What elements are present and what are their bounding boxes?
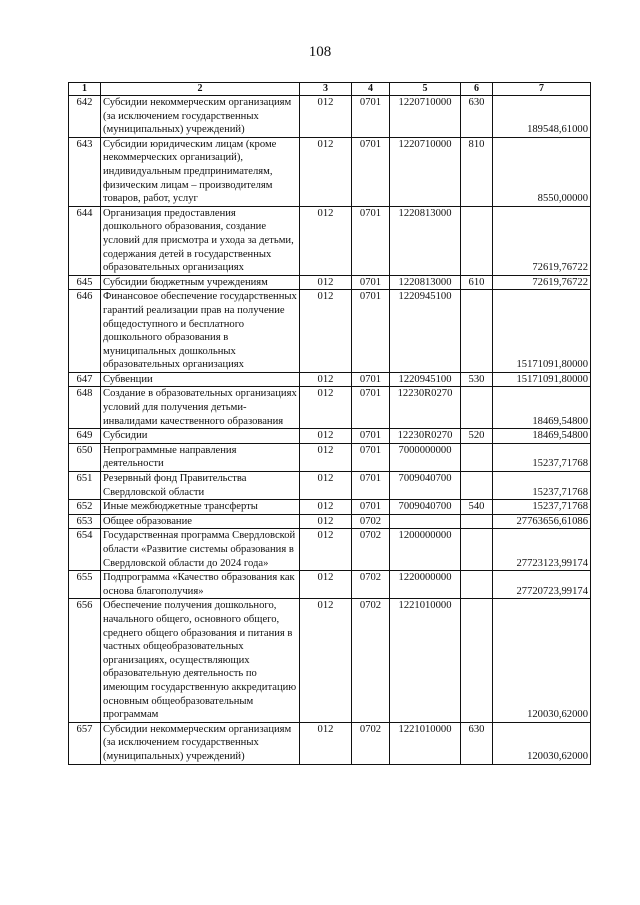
row-name: Подпрограмма «Качество образования как основа благополучия» xyxy=(101,571,300,599)
row-section-code: 0701 xyxy=(352,443,390,471)
row-department-code: 012 xyxy=(300,500,352,515)
row-amount: 189548,61000 xyxy=(493,96,591,138)
row-department-code: 012 xyxy=(300,275,352,290)
col-header-6: 6 xyxy=(461,83,493,96)
row-section-code: 0701 xyxy=(352,429,390,444)
row-number: 645 xyxy=(69,275,101,290)
row-name: Субсидии бюджетным учреждениям xyxy=(101,275,300,290)
row-section-code: 0701 xyxy=(352,387,390,429)
row-number: 647 xyxy=(69,372,101,387)
row-section-code: 0701 xyxy=(352,472,390,500)
row-name: Создание в образовательных организациях условий для получения детьми-инвалидами качественного образования xyxy=(101,387,300,429)
row-name: Государственная программа Свердловской области «Развитие системы образования в Свердловской области до 2024 года» xyxy=(101,529,300,571)
row-expense-type-code xyxy=(461,571,493,599)
row-target-item-code: 12230R0270 xyxy=(390,429,461,444)
table-row xyxy=(69,722,591,764)
row-number: 656 xyxy=(69,599,101,722)
table-row xyxy=(69,599,591,722)
row-amount: 15171091,80000 xyxy=(493,290,591,373)
budget-table xyxy=(68,82,591,765)
row-department-code: 012 xyxy=(300,206,352,275)
row-section-code: 0701 xyxy=(352,137,390,206)
row-department-code: 012 xyxy=(300,514,352,529)
row-amount: 27720723,99174 xyxy=(493,571,591,599)
table-row xyxy=(69,529,591,571)
row-expense-type-code xyxy=(461,514,493,529)
row-name: Субсидии некоммерческим организациям (за исключением государственных (муниципальных) учреждений) xyxy=(101,96,300,138)
row-department-code: 012 xyxy=(300,96,352,138)
row-target-item-code: 1221010000 xyxy=(390,599,461,722)
table-row xyxy=(69,500,591,515)
row-name: Резервный фонд Правительства Свердловской области xyxy=(101,472,300,500)
table-row xyxy=(69,275,591,290)
col-header-4: 4 xyxy=(352,83,390,96)
row-department-code: 012 xyxy=(300,372,352,387)
row-section-code: 0702 xyxy=(352,571,390,599)
row-name: Общее образование xyxy=(101,514,300,529)
row-name: Субсидии xyxy=(101,429,300,444)
col-header-7: 7 xyxy=(493,83,591,96)
row-number: 652 xyxy=(69,500,101,515)
col-header-2: 2 xyxy=(101,83,300,96)
row-name: Организация предоставления дошкольного образования, создание условий для присмотра и ухода за детьми, содержания детей в государственных образовательных организациях xyxy=(101,206,300,275)
row-number: 654 xyxy=(69,529,101,571)
row-number: 655 xyxy=(69,571,101,599)
row-amount: 27763656,61086 xyxy=(493,514,591,529)
row-target-item-code xyxy=(390,514,461,529)
row-expense-type-code xyxy=(461,529,493,571)
row-section-code: 0701 xyxy=(352,500,390,515)
row-expense-type-code: 610 xyxy=(461,275,493,290)
row-number: 651 xyxy=(69,472,101,500)
row-number: 644 xyxy=(69,206,101,275)
row-name: Обеспечение получения дошкольного, начального общего, основного общего, среднего общего образования и питания в частных общеобразовательных организациях, осуществляющих образовательную деятельность по имеющим государственную аккредитацию основным общеобразовательным программам xyxy=(101,599,300,722)
row-amount: 18469,54800 xyxy=(493,387,591,429)
row-target-item-code: 1220710000 xyxy=(390,96,461,138)
row-department-code: 012 xyxy=(300,290,352,373)
row-amount: 72619,76722 xyxy=(493,206,591,275)
page-number: 108 xyxy=(308,44,332,60)
row-section-code: 0701 xyxy=(352,96,390,138)
row-department-code: 012 xyxy=(300,529,352,571)
row-target-item-code: 1220945100 xyxy=(390,372,461,387)
row-expense-type-code xyxy=(461,290,493,373)
row-name: Финансовое обеспечение государственных гарантий реализации прав на получение общедоступного и бесплатного дошкольного образования в муниципальных дошкольных образовательных организациях xyxy=(101,290,300,373)
row-section-code: 0702 xyxy=(352,529,390,571)
table-row xyxy=(69,206,591,275)
row-expense-type-code xyxy=(461,206,493,275)
row-target-item-code: 1220945100 xyxy=(390,290,461,373)
row-number: 649 xyxy=(69,429,101,444)
row-section-code: 0701 xyxy=(352,372,390,387)
row-target-item-code: 1221010000 xyxy=(390,722,461,764)
row-number: 642 xyxy=(69,96,101,138)
row-expense-type-code xyxy=(461,472,493,500)
row-amount: 120030,62000 xyxy=(493,599,591,722)
row-number: 648 xyxy=(69,387,101,429)
row-section-code: 0701 xyxy=(352,290,390,373)
row-target-item-code: 1220710000 xyxy=(390,137,461,206)
row-department-code: 012 xyxy=(300,429,352,444)
row-amount: 27723123,99174 xyxy=(493,529,591,571)
row-expense-type-code xyxy=(461,443,493,471)
row-number: 650 xyxy=(69,443,101,471)
row-expense-type-code: 530 xyxy=(461,372,493,387)
table-row xyxy=(69,443,591,471)
row-section-code: 0701 xyxy=(352,206,390,275)
row-target-item-code: 1220000000 xyxy=(390,571,461,599)
row-name: Субвенции xyxy=(101,372,300,387)
row-amount: 15171091,80000 xyxy=(493,372,591,387)
row-amount: 18469,54800 xyxy=(493,429,591,444)
table-row xyxy=(69,96,591,138)
row-section-code: 0702 xyxy=(352,514,390,529)
row-target-item-code: 7000000000 xyxy=(390,443,461,471)
row-number: 657 xyxy=(69,722,101,764)
row-name: Субсидии некоммерческим организациям (за исключением государственных (муниципальных) учреждений) xyxy=(101,722,300,764)
row-amount: 15237,71768 xyxy=(493,500,591,515)
table-row xyxy=(69,514,591,529)
row-target-item-code: 1200000000 xyxy=(390,529,461,571)
row-expense-type-code: 810 xyxy=(461,137,493,206)
table-row xyxy=(69,137,591,206)
row-section-code: 0702 xyxy=(352,722,390,764)
row-target-item-code: 1220813000 xyxy=(390,206,461,275)
row-department-code: 012 xyxy=(300,599,352,722)
row-amount: 15237,71768 xyxy=(493,443,591,471)
table-header-row xyxy=(69,83,591,96)
row-target-item-code: 7009040700 xyxy=(390,500,461,515)
row-department-code: 012 xyxy=(300,137,352,206)
table-row xyxy=(69,571,591,599)
row-number: 653 xyxy=(69,514,101,529)
row-amount: 8550,00000 xyxy=(493,137,591,206)
row-name: Субсидии юридическим лицам (кроме некоммерческих организаций), индивидуальным предпринимателям, физическим лицам – производителям товаров, работ, услуг xyxy=(101,137,300,206)
row-target-item-code: 1220813000 xyxy=(390,275,461,290)
row-amount: 120030,62000 xyxy=(493,722,591,764)
row-department-code: 012 xyxy=(300,443,352,471)
row-section-code: 0701 xyxy=(352,275,390,290)
row-target-item-code: 7009040700 xyxy=(390,472,461,500)
col-header-1: 1 xyxy=(69,83,101,96)
row-expense-type-code: 630 xyxy=(461,96,493,138)
row-name: Иные межбюджетные трансферты xyxy=(101,500,300,515)
row-name: Непрограммные направления деятельности xyxy=(101,443,300,471)
row-expense-type-code xyxy=(461,599,493,722)
table-row xyxy=(69,372,591,387)
row-department-code: 012 xyxy=(300,722,352,764)
row-target-item-code: 12230R0270 xyxy=(390,387,461,429)
row-department-code: 012 xyxy=(300,387,352,429)
row-section-code: 0702 xyxy=(352,599,390,722)
row-expense-type-code xyxy=(461,387,493,429)
row-amount: 15237,71768 xyxy=(493,472,591,500)
table-row xyxy=(69,290,591,373)
table-row xyxy=(69,472,591,500)
table-row xyxy=(69,429,591,444)
row-expense-type-code: 520 xyxy=(461,429,493,444)
row-department-code: 012 xyxy=(300,472,352,500)
row-expense-type-code: 630 xyxy=(461,722,493,764)
row-expense-type-code: 540 xyxy=(461,500,493,515)
row-department-code: 012 xyxy=(300,571,352,599)
col-header-3: 3 xyxy=(300,83,352,96)
col-header-5: 5 xyxy=(390,83,461,96)
row-amount: 72619,76722 xyxy=(493,275,591,290)
table-row xyxy=(69,387,591,429)
row-number: 643 xyxy=(69,137,101,206)
row-number: 646 xyxy=(69,290,101,373)
